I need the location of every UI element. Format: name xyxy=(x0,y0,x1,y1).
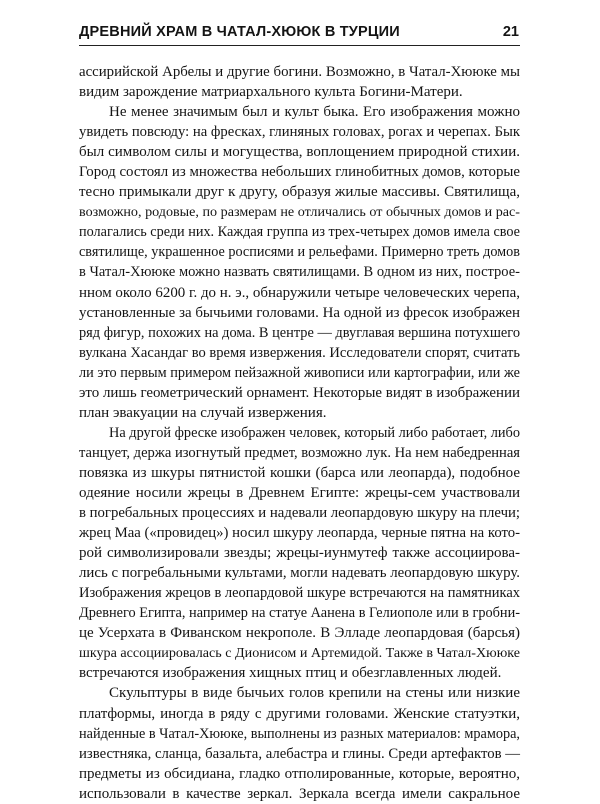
text-line: увидеть повсюду: на фресках, глиняных головах, рогах и черепах. Бык xyxy=(79,124,520,141)
text-line: Изображения жрецов в леопардовой шкуре встречаются на памятниках xyxy=(79,585,520,602)
text-line: тесно примыкали друг к другу, образуя жилые массивы. Святилища, xyxy=(79,184,520,201)
text-line: На другой фреске изображен человек, который либо работает, либо xyxy=(109,424,520,441)
text-line: известняка, сланца, базальта, алебастра и глины. Среди артефактов — xyxy=(79,745,520,762)
text-line: ли это первым примером пейзажной живописи или картографии, или же xyxy=(79,364,520,381)
text-line: встречаются изображения хищных птиц и обезглавленных людей. xyxy=(79,665,502,682)
text-line: возможно, родовые, по размерам не отличались от обычных домов и рас- xyxy=(79,204,520,221)
running-header xyxy=(79,24,519,44)
text-line: в Чатал-Хююке можно назвать святилищами. В одном из них, построе- xyxy=(79,264,520,281)
text-line: платформы, иногда в ряду с другими головами. Женские статуэтки, xyxy=(79,705,520,722)
text-line: рой символизировали звезды; жрецы-иунмутеф также ассоциирова- xyxy=(79,545,520,562)
text-line: святилище, украшенное росписями и рельефами. Примерно треть домов xyxy=(79,244,520,261)
text-line: жрец Маа («провидец») носил шкуру леопарда, черные пятна на кото- xyxy=(79,525,520,542)
text-line: план эвакуации на случай извержения. xyxy=(79,404,327,421)
text-line: Город состоял из множества небольших глинобитных домов, которые xyxy=(79,164,520,181)
body-text xyxy=(79,62,520,804)
text-line: Скульптуры в виде бычьих голов крепили на стены или низкие xyxy=(109,685,520,702)
text-line: ассирийской Арбелы и другие богини. Возможно, в Чатал-Хююке мы xyxy=(79,64,520,80)
text-line: Не менее значимым был и культ быка. Его изображения можно xyxy=(109,104,520,121)
text-line: найденные в Чатал-Хююке, выполнены из разных материалов: мрамора, xyxy=(79,725,520,742)
text-line: повязка из шкуры пятнистой кошки (барса или леопарда), подобное xyxy=(79,464,521,481)
page-number: 21 xyxy=(502,24,519,40)
text-line: нном около 6200 г. до н. э., обнаружили четыре человеческих черепа, xyxy=(79,284,520,301)
text-line: предметы из обсидиана, гладко отполированные, которые, вероятно, xyxy=(79,765,520,782)
text-line: одеяние носили жрецы в Древнем Египте: жрецы-сем участвовали xyxy=(79,484,520,501)
text-line: использовали в качестве зеркал. Зеркала всегда имели сакральное xyxy=(79,785,520,802)
header-divider xyxy=(79,45,520,46)
text-line: полагались среди них. Каждая группа из трех-четырех домов имела свое xyxy=(79,224,520,241)
text-line: установленные за бычьими головами. На одной из фресок изображен xyxy=(79,304,520,321)
text-line: лись с погребальными культами, могли надевать леопардовую шкуру. xyxy=(79,565,520,582)
text-line: вулкана Хасандаг во время извержения. Исследователи спорят, считать xyxy=(79,344,520,361)
text-line: шкура ассоциировалась с Дионисом и Артемидой. Также в Чатал-Хююке xyxy=(79,645,520,662)
text-line: видим зарождение матриархального культа Богини-Матери. xyxy=(79,84,463,101)
text-line: был символом силы и могущества, воплощением природной стихии. xyxy=(79,144,520,161)
chapter-title: ДРЕВНИЙ ХРАМ В ЧАТАЛ-ХЮЮК В ТУРЦИИ xyxy=(79,24,400,40)
text-line: ряд фигур, похожих на дома. В центре — двуглавая вершина потухшего xyxy=(79,324,520,341)
text-line: це Усерхата в Фиванском некрополе. В Элладе леопардовая (барсья) xyxy=(79,625,520,642)
text-line: в погребальных процессиях и надевали леопардовую шкуру на плечи; xyxy=(79,505,521,522)
text-line: танцует, держа изогнутый предмет, возможно лук. На нем набедренная xyxy=(79,444,520,461)
text-line: это лишь геометрический орнамент. Некоторые видят в изображении xyxy=(79,384,520,401)
text-line: Древнего Египта, например на статуе Аанена в Гелиополе или в гробни- xyxy=(79,605,520,622)
